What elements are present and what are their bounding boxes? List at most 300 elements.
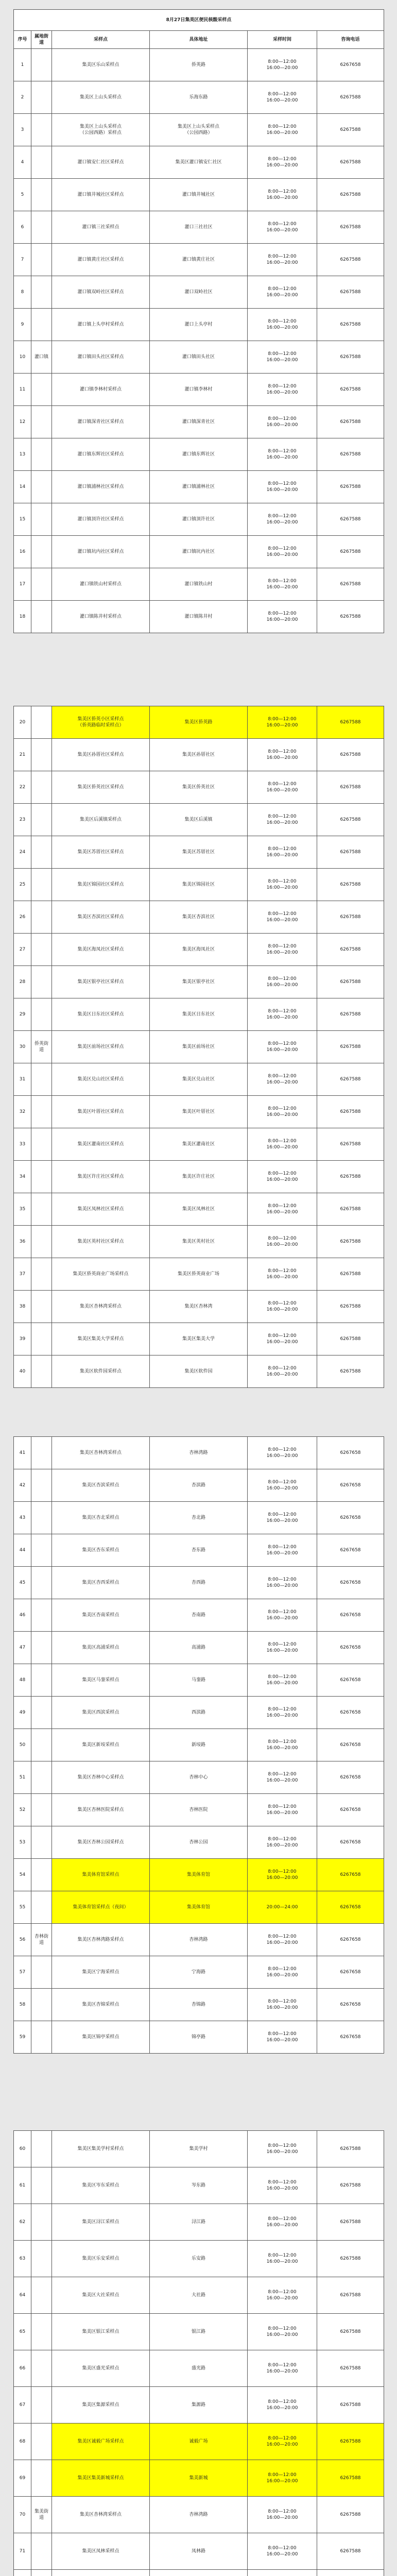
cell-address: 杏西路: [150, 1567, 248, 1599]
cell-point: 集美区集美新城采样点: [52, 2460, 150, 2497]
cell-address: 大社路: [150, 2277, 248, 2314]
cell-street: [31, 244, 52, 276]
cell-address: 杏林公园: [150, 1826, 248, 1859]
cell-time: 8:00—12:00 16:00—20:00: [248, 1567, 317, 1599]
cell-street: [31, 804, 52, 836]
cell-no: 43: [14, 1502, 31, 1534]
cell-point: 灌口镇安仁社区采样点: [52, 146, 150, 179]
cell-point: 集美区杏南采样点: [52, 1599, 150, 1632]
cell-time: 8:00—12:00 16:00—20:00: [248, 771, 317, 804]
cell-no: 36: [14, 1226, 31, 1258]
cell-street: [31, 836, 52, 869]
table-row: [14, 1193, 384, 1226]
cell-address: 集美新城: [150, 2460, 248, 2497]
cell-no: 41: [14, 1437, 31, 1469]
table-row: [14, 998, 384, 1031]
cell-phone: 6267658: [317, 1924, 384, 1956]
table-row: [14, 114, 384, 146]
cell-street: 侨英街道: [31, 1031, 52, 1063]
cell-point: 集美区马銮采样点: [52, 1664, 150, 1697]
cell-street: [31, 1956, 52, 1989]
cell-no: 5: [14, 179, 31, 211]
cell-address: 集美区灌南社区: [150, 1128, 248, 1161]
table-row: [14, 771, 384, 804]
table-row: [14, 2350, 384, 2387]
cell-street: [31, 1502, 52, 1534]
cell-address: 杏林中心: [150, 1761, 248, 1794]
cell-time: 8:00—12:00 16:00—20:00: [248, 276, 317, 309]
cell-street: [31, 706, 52, 739]
cell-time: 8:00—12:00 16:00—20:00: [248, 1226, 317, 1258]
cell-no: 67: [14, 2387, 31, 2424]
cell-time: 8:00—12:00 16:00—20:00: [248, 1031, 317, 1063]
table-row: [14, 1161, 384, 1193]
cell-time: 8:00—12:00 16:00—20:00: [248, 374, 317, 406]
cell-address: 集美区前场社区: [150, 1031, 248, 1063]
cell-point: 灌口镇坑内社区采样点: [52, 536, 150, 568]
cell-phone: 6267588: [317, 1128, 384, 1161]
table-row: [14, 1859, 384, 1891]
cell-time: 8:00—12:00 16:00—20:00: [248, 1258, 317, 1291]
table-row: [14, 211, 384, 244]
cell-no: 47: [14, 1632, 31, 1664]
table-row: [14, 2570, 384, 2576]
cell-phone: 6267588: [317, 146, 384, 179]
table-row: [14, 1664, 384, 1697]
cell-phone: 6267658: [317, 1469, 384, 1502]
cell-address: 灌口镇深青社区: [150, 406, 248, 438]
cell-point: 集美区大社采样点: [52, 2277, 150, 2314]
cell-street: [31, 1355, 52, 1388]
cell-no: [14, 2570, 31, 2576]
cell-point: 灌口镇深青社区采样点: [52, 406, 150, 438]
table-row: [14, 966, 384, 998]
cell-phone: 6267658: [317, 1729, 384, 1761]
cell-street: [31, 739, 52, 771]
cell-time: 8:00—12:00 16:00—20:00: [248, 869, 317, 901]
cell-phone: 6267588: [317, 471, 384, 503]
cell-phone: 6267588: [317, 1355, 384, 1388]
table-row: [14, 739, 384, 771]
cell-point: 集美区日东社区采样点: [52, 998, 150, 1031]
cell-address: 浔江路: [150, 2204, 248, 2241]
cell-no: 8: [14, 276, 31, 309]
cell-no: 23: [14, 804, 31, 836]
cell-no: 16: [14, 536, 31, 568]
cell-no: 33: [14, 1128, 31, 1161]
cell-address: 集美区苏厝社区: [150, 836, 248, 869]
cell-phone: 6267658: [317, 1794, 384, 1826]
table-row: [14, 438, 384, 471]
cell-street: [31, 114, 52, 146]
cell-no: 25: [14, 869, 31, 901]
cell-point: 集美区杏林湾采样点: [52, 1291, 150, 1323]
cell-time: 8:00—12:00 16:00—20:00: [248, 536, 317, 568]
cell-address: 集美区杏林湾: [150, 1291, 248, 1323]
cell-time: 8:00—12:00 16:00—20:00: [248, 2167, 317, 2204]
cell-phone: 6267658: [317, 49, 384, 81]
cell-time: 8:00—12:00 16:00—20:00: [248, 1794, 317, 1826]
cell-phone: 6267588: [317, 706, 384, 739]
table-row: [14, 2387, 384, 2424]
cell-street: [31, 601, 52, 633]
cell-time: 8:00—12:00 16:00—20:00: [248, 2424, 317, 2460]
cell-point: 集美区杏北采样点: [52, 1502, 150, 1534]
cell-phone: 6267588: [317, 966, 384, 998]
cell-point: 集美区杏东采样点: [52, 1534, 150, 1567]
cell-point: 集美区侨英小区采样点 （侨英路临时采样点）: [52, 706, 150, 739]
cell-time: 8:00—12:00 16:00—20:00: [248, 2460, 317, 2497]
cell-no: 53: [14, 1826, 31, 1859]
cell-address: 灌口镇陈井村: [150, 601, 248, 633]
table-row: [14, 1437, 384, 1469]
cell-phone: 6267588: [317, 309, 384, 341]
cell-no: 17: [14, 568, 31, 601]
cell-address: 集美区侨英路: [150, 706, 248, 739]
cell-phone: 6267588: [317, 1193, 384, 1226]
table-row: [14, 901, 384, 934]
cell-address: 灌口镇坑内社区: [150, 536, 248, 568]
cell-point: 集美区海凤社区采样点: [52, 934, 150, 966]
cell-time: 8:00—12:00 16:00—20:00: [248, 1534, 317, 1567]
cell-street: [31, 2314, 52, 2350]
cell-street: [31, 146, 52, 179]
cell-phone: 6267658: [317, 1697, 384, 1729]
cell-no: 59: [14, 2021, 31, 2054]
cell-phone: 6267658: [317, 1956, 384, 1989]
table-row: [14, 1355, 384, 1388]
cell-address: 灌口镇井城社区: [150, 179, 248, 211]
cell-point: 集美区兑山社区采样点: [52, 1063, 150, 1096]
cell-no: 29: [14, 998, 31, 1031]
cell-address: [150, 2570, 248, 2576]
cell-no: 52: [14, 1794, 31, 1826]
table-row: [14, 1989, 384, 2021]
cell-point: 灌口镇井城社区采样点: [52, 179, 150, 211]
cell-point: 集美区侨英商业广场采样点: [52, 1258, 150, 1291]
cell-time: 8:00—12:00 16:00—20:00: [248, 1632, 317, 1664]
cell-phone: 6267588: [317, 341, 384, 374]
cell-time: 8:00—12:00 16:00—20:00: [248, 1989, 317, 2021]
cell-street: [31, 179, 52, 211]
cell-address: 灌口三社社区: [150, 211, 248, 244]
cell-phone: 6267588: [317, 2533, 384, 2570]
cell-street: [31, 1063, 52, 1096]
table-row: [14, 2241, 384, 2277]
cell-no: 64: [14, 2277, 31, 2314]
cell-point: [52, 2570, 150, 2576]
cell-point: 灌口镇铁山村采样点: [52, 568, 150, 601]
cell-no: 54: [14, 1859, 31, 1891]
cell-time: 8:00—12:00 16:00—20:00: [248, 804, 317, 836]
cell-time: 8:00—12:00 16:00—20:00: [248, 406, 317, 438]
cell-point: 灌口镇李林村采样点: [52, 374, 150, 406]
cell-street: [31, 1729, 52, 1761]
cell-no: 13: [14, 438, 31, 471]
cell-phone: 6267588: [317, 2167, 384, 2204]
cell-point: 灌口镇上头亭村采样点: [52, 309, 150, 341]
table-row: [14, 836, 384, 869]
cell-address: 集美区海凤社区: [150, 934, 248, 966]
cell-time: 8:00—12:00 16:00—20:00: [248, 341, 317, 374]
table-row: [14, 1323, 384, 1355]
cell-time: 8:00—12:00 16:00—20:00: [248, 934, 317, 966]
cell-no: 12: [14, 406, 31, 438]
cell-address: 集源路: [150, 2387, 248, 2424]
cell-time: 8:00—12:00 16:00—20:00: [248, 1437, 317, 1469]
cell-phone: 6267588: [317, 2241, 384, 2277]
cell-no: 70: [14, 2497, 31, 2533]
cell-time: 8:00—12:00 16:00—20:00: [248, 601, 317, 633]
cell-street: 集美街道: [31, 2497, 52, 2533]
table-row: [14, 804, 384, 836]
cell-address: 杏南路: [150, 1599, 248, 1632]
table-row: [14, 341, 384, 374]
cell-address: 杏滨路: [150, 1469, 248, 1502]
cell-address: 马銮路: [150, 1664, 248, 1697]
cell-time: 8:00—12:00 16:00—20:00: [248, 568, 317, 601]
table-row: [14, 706, 384, 739]
cell-time: 8:00—12:00 16:00—20:00: [248, 1355, 317, 1388]
cell-phone: 6267588: [317, 934, 384, 966]
cell-street: [31, 2350, 52, 2387]
cell-address: 杏北路: [150, 1502, 248, 1534]
cell-address: 灌口镇李林村: [150, 374, 248, 406]
cell-time: 8:00—12:00 16:00—20:00: [248, 114, 317, 146]
cell-address: 集美区许庄社区: [150, 1161, 248, 1193]
cell-address: 灌口镇黄庄社区: [150, 244, 248, 276]
cell-phone: 6267658: [317, 1567, 384, 1599]
cell-address: 集美区灌口镇安仁社区: [150, 146, 248, 179]
cell-time: 8:00—12:00 16:00—20:00: [248, 1063, 317, 1096]
cell-address: 杏林湾路: [150, 2497, 248, 2533]
table-sheet-2: [13, 706, 384, 1388]
cell-phone: 6267588: [317, 1258, 384, 1291]
cell-no: 37: [14, 1258, 31, 1291]
table-sheet-1: [13, 9, 384, 633]
table-row: [14, 1924, 384, 1956]
cell-point: 灌口镇双岭社区采样点: [52, 276, 150, 309]
cell-phone: 6267658: [317, 1664, 384, 1697]
cell-time: 8:00—12:00 16:00—20:00: [248, 438, 317, 471]
cell-point: 集美区新垵采样点: [52, 1729, 150, 1761]
cell-no: 6: [14, 211, 31, 244]
cell-no: 65: [14, 2314, 31, 2350]
cell-street: [31, 471, 52, 503]
cell-phone: 6267588: [317, 536, 384, 568]
cell-address: 集美区银亭社区: [150, 966, 248, 998]
cell-no: 71: [14, 2533, 31, 2570]
cell-no: 30: [14, 1031, 31, 1063]
table-row: [14, 2533, 384, 2570]
table-row: [14, 1291, 384, 1323]
table-row: [14, 49, 384, 81]
cell-street: [31, 1697, 52, 1729]
cell-time: 8:00—12:00 16:00—20:00: [248, 901, 317, 934]
cell-no: 32: [14, 1096, 31, 1128]
column-header: 属地街道: [31, 31, 52, 49]
cell-point: 集美区灌南社区采样点: [52, 1128, 150, 1161]
cell-no: 15: [14, 503, 31, 536]
cell-street: [31, 869, 52, 901]
table-row: [14, 1096, 384, 1128]
cell-street: [31, 503, 52, 536]
cell-phone: 6267658: [317, 2021, 384, 2054]
cell-time: 8:00—12:00 16:00—20:00: [248, 836, 317, 869]
cell-phone: 6267588: [317, 374, 384, 406]
cell-address: 灌口双岭社区: [150, 276, 248, 309]
table-row: [14, 1632, 384, 1664]
cell-time: 8:00—12:00 16:00—20:00: [248, 966, 317, 998]
cell-address: 灌口上头亭村: [150, 309, 248, 341]
cell-phone: 6267588: [317, 2497, 384, 2533]
cell-no: 28: [14, 966, 31, 998]
cell-point: 集美区侨英社区采样点: [52, 771, 150, 804]
cell-phone: 6267588: [317, 998, 384, 1031]
table-row: [14, 1063, 384, 1096]
table-row: [14, 1567, 384, 1599]
cell-phone: 6267588: [317, 1291, 384, 1323]
cell-phone: 6267588: [317, 739, 384, 771]
cell-address: 银江路: [150, 2314, 248, 2350]
cell-point: 集美区盛光采样点: [52, 2350, 150, 2387]
cell-street: [31, 309, 52, 341]
table-row: [14, 1128, 384, 1161]
cell-address: 集美区日东社区: [150, 998, 248, 1031]
cell-address: 集美区侨英社区: [150, 771, 248, 804]
cell-street: [31, 1469, 52, 1502]
cell-phone: 6267588: [317, 2350, 384, 2387]
cell-point: 集美区锦园社区采样点: [52, 869, 150, 901]
cell-street: [31, 1761, 52, 1794]
table-row: [14, 276, 384, 309]
cell-point: 集美区杏林医院采样点: [52, 1794, 150, 1826]
cell-phone: 6267588: [317, 771, 384, 804]
cell-point: 集美区杏滨社区采样点: [52, 901, 150, 934]
table-row: [14, 2277, 384, 2314]
cell-point: 集美区凤林采样点: [52, 2533, 150, 2570]
cell-point: 集美区银江采样点: [52, 2314, 150, 2350]
cell-time: 8:00—12:00 16:00—20:00: [248, 309, 317, 341]
sites-table: [13, 2130, 384, 2576]
cell-address: 新垵路: [150, 1729, 248, 1761]
table-row: [14, 1729, 384, 1761]
cell-point: 集美区凤林社区采样点: [52, 1193, 150, 1226]
table-row: [14, 536, 384, 568]
table-row: [14, 1258, 384, 1291]
cell-time: 8:00—12:00 16:00—20:00: [248, 1193, 317, 1226]
cell-time: 8:00—12:00 16:00—20:00: [248, 1469, 317, 1502]
cell-phone: 6267588: [317, 1063, 384, 1096]
cell-street: [31, 966, 52, 998]
cell-no: 14: [14, 471, 31, 503]
cell-no: 62: [14, 2204, 31, 2241]
cell-phone: 6267658: [317, 1502, 384, 1534]
cell-no: 31: [14, 1063, 31, 1096]
cell-street: [31, 374, 52, 406]
cell-phone: 6267588: [317, 1031, 384, 1063]
cell-no: 69: [14, 2460, 31, 2497]
cell-point: 灌口镇陈井村采样点: [52, 601, 150, 633]
cell-phone: 6267588: [317, 804, 384, 836]
table-row: [14, 2167, 384, 2204]
cell-street: [31, 276, 52, 309]
cell-phone: 6267588: [317, 179, 384, 211]
cell-street: [31, 438, 52, 471]
cell-street: [31, 1859, 52, 1891]
table-row: [14, 1031, 384, 1063]
cell-time: 8:00—12:00 16:00—20:00: [248, 2350, 317, 2387]
cell-address: 杏东路: [150, 1534, 248, 1567]
cell-time: 8:00—12:00 16:00—20:00: [248, 2497, 317, 2533]
table-row: [14, 1826, 384, 1859]
cell-point: 集美区杏滨采样点: [52, 1469, 150, 1502]
cell-no: 42: [14, 1469, 31, 1502]
cell-time: 8:00—12:00 16:00—20:00: [248, 1291, 317, 1323]
cell-street: [31, 2424, 52, 2460]
cell-address: 集美区凤林社区: [150, 1193, 248, 1226]
cell-phone: 6267588: [317, 211, 384, 244]
table-row: [14, 1534, 384, 1567]
cell-no: 44: [14, 1534, 31, 1567]
cell-point: 集美区集美大学采样点: [52, 1323, 150, 1355]
cell-no: 10: [14, 341, 31, 374]
cell-no: 2: [14, 81, 31, 114]
cell-no: 1: [14, 49, 31, 81]
column-header: 咨询电话: [317, 31, 384, 49]
cell-street: [31, 2387, 52, 2424]
cell-no: 57: [14, 1956, 31, 1989]
cell-street: [31, 1323, 52, 1355]
cell-address: 乐海东路: [150, 81, 248, 114]
cell-point: 集美区银亭社区采样点: [52, 966, 150, 998]
cell-time: 8:00—12:00 16:00—20:00: [248, 1096, 317, 1128]
cell-phone: 6267588: [317, 601, 384, 633]
cell-address: 高浦路: [150, 1632, 248, 1664]
table-row: [14, 2131, 384, 2167]
cell-street: [31, 2277, 52, 2314]
cell-time: 8:00—12:00 16:00—20:00: [248, 1956, 317, 1989]
cell-time: 8:00—12:00 16:00—20:00: [248, 2131, 317, 2167]
cell-time: 8:00—12:00 16:00—20:00: [248, 211, 317, 244]
column-header: 具体地址: [150, 31, 248, 49]
cell-point: 灌口镇三社采样点: [52, 211, 150, 244]
cell-time: 8:00—12:00 16:00—20:00: [248, 49, 317, 81]
cell-street: [31, 1226, 52, 1258]
cell-time: 8:00—12:00 16:00—20:00: [248, 2277, 317, 2314]
cell-address: 灌口镇顶许社区: [150, 503, 248, 536]
cell-address: 锦亭路: [150, 2021, 248, 2054]
table-row: [14, 1956, 384, 1989]
cell-address: 集美区后溪镇: [150, 804, 248, 836]
cell-time: 8:00—12:00 16:00—20:00: [248, 1729, 317, 1761]
cell-time: 8:00—12:00 16:00—20:00: [248, 1826, 317, 1859]
cell-street: [31, 2204, 52, 2241]
cell-phone: 6267588: [317, 2277, 384, 2314]
table-row: [14, 374, 384, 406]
cell-address: 诚毅广场: [150, 2424, 248, 2460]
cell-address: 灌口镇田头社区: [150, 341, 248, 374]
cell-no: 40: [14, 1355, 31, 1388]
cell-point: 集美体育馆采样点（夜间）: [52, 1891, 150, 1924]
cell-time: 8:00—12:00 16:00—20:00: [248, 998, 317, 1031]
cell-point: 集美区上山头采样点: [52, 81, 150, 114]
cell-no: 66: [14, 2350, 31, 2387]
cell-point: 灌口镇顶许社区采样点: [52, 503, 150, 536]
cell-address: 杏林湾路: [150, 1924, 248, 1956]
cell-address: 集美体育馆: [150, 1859, 248, 1891]
cell-street: [31, 1128, 52, 1161]
